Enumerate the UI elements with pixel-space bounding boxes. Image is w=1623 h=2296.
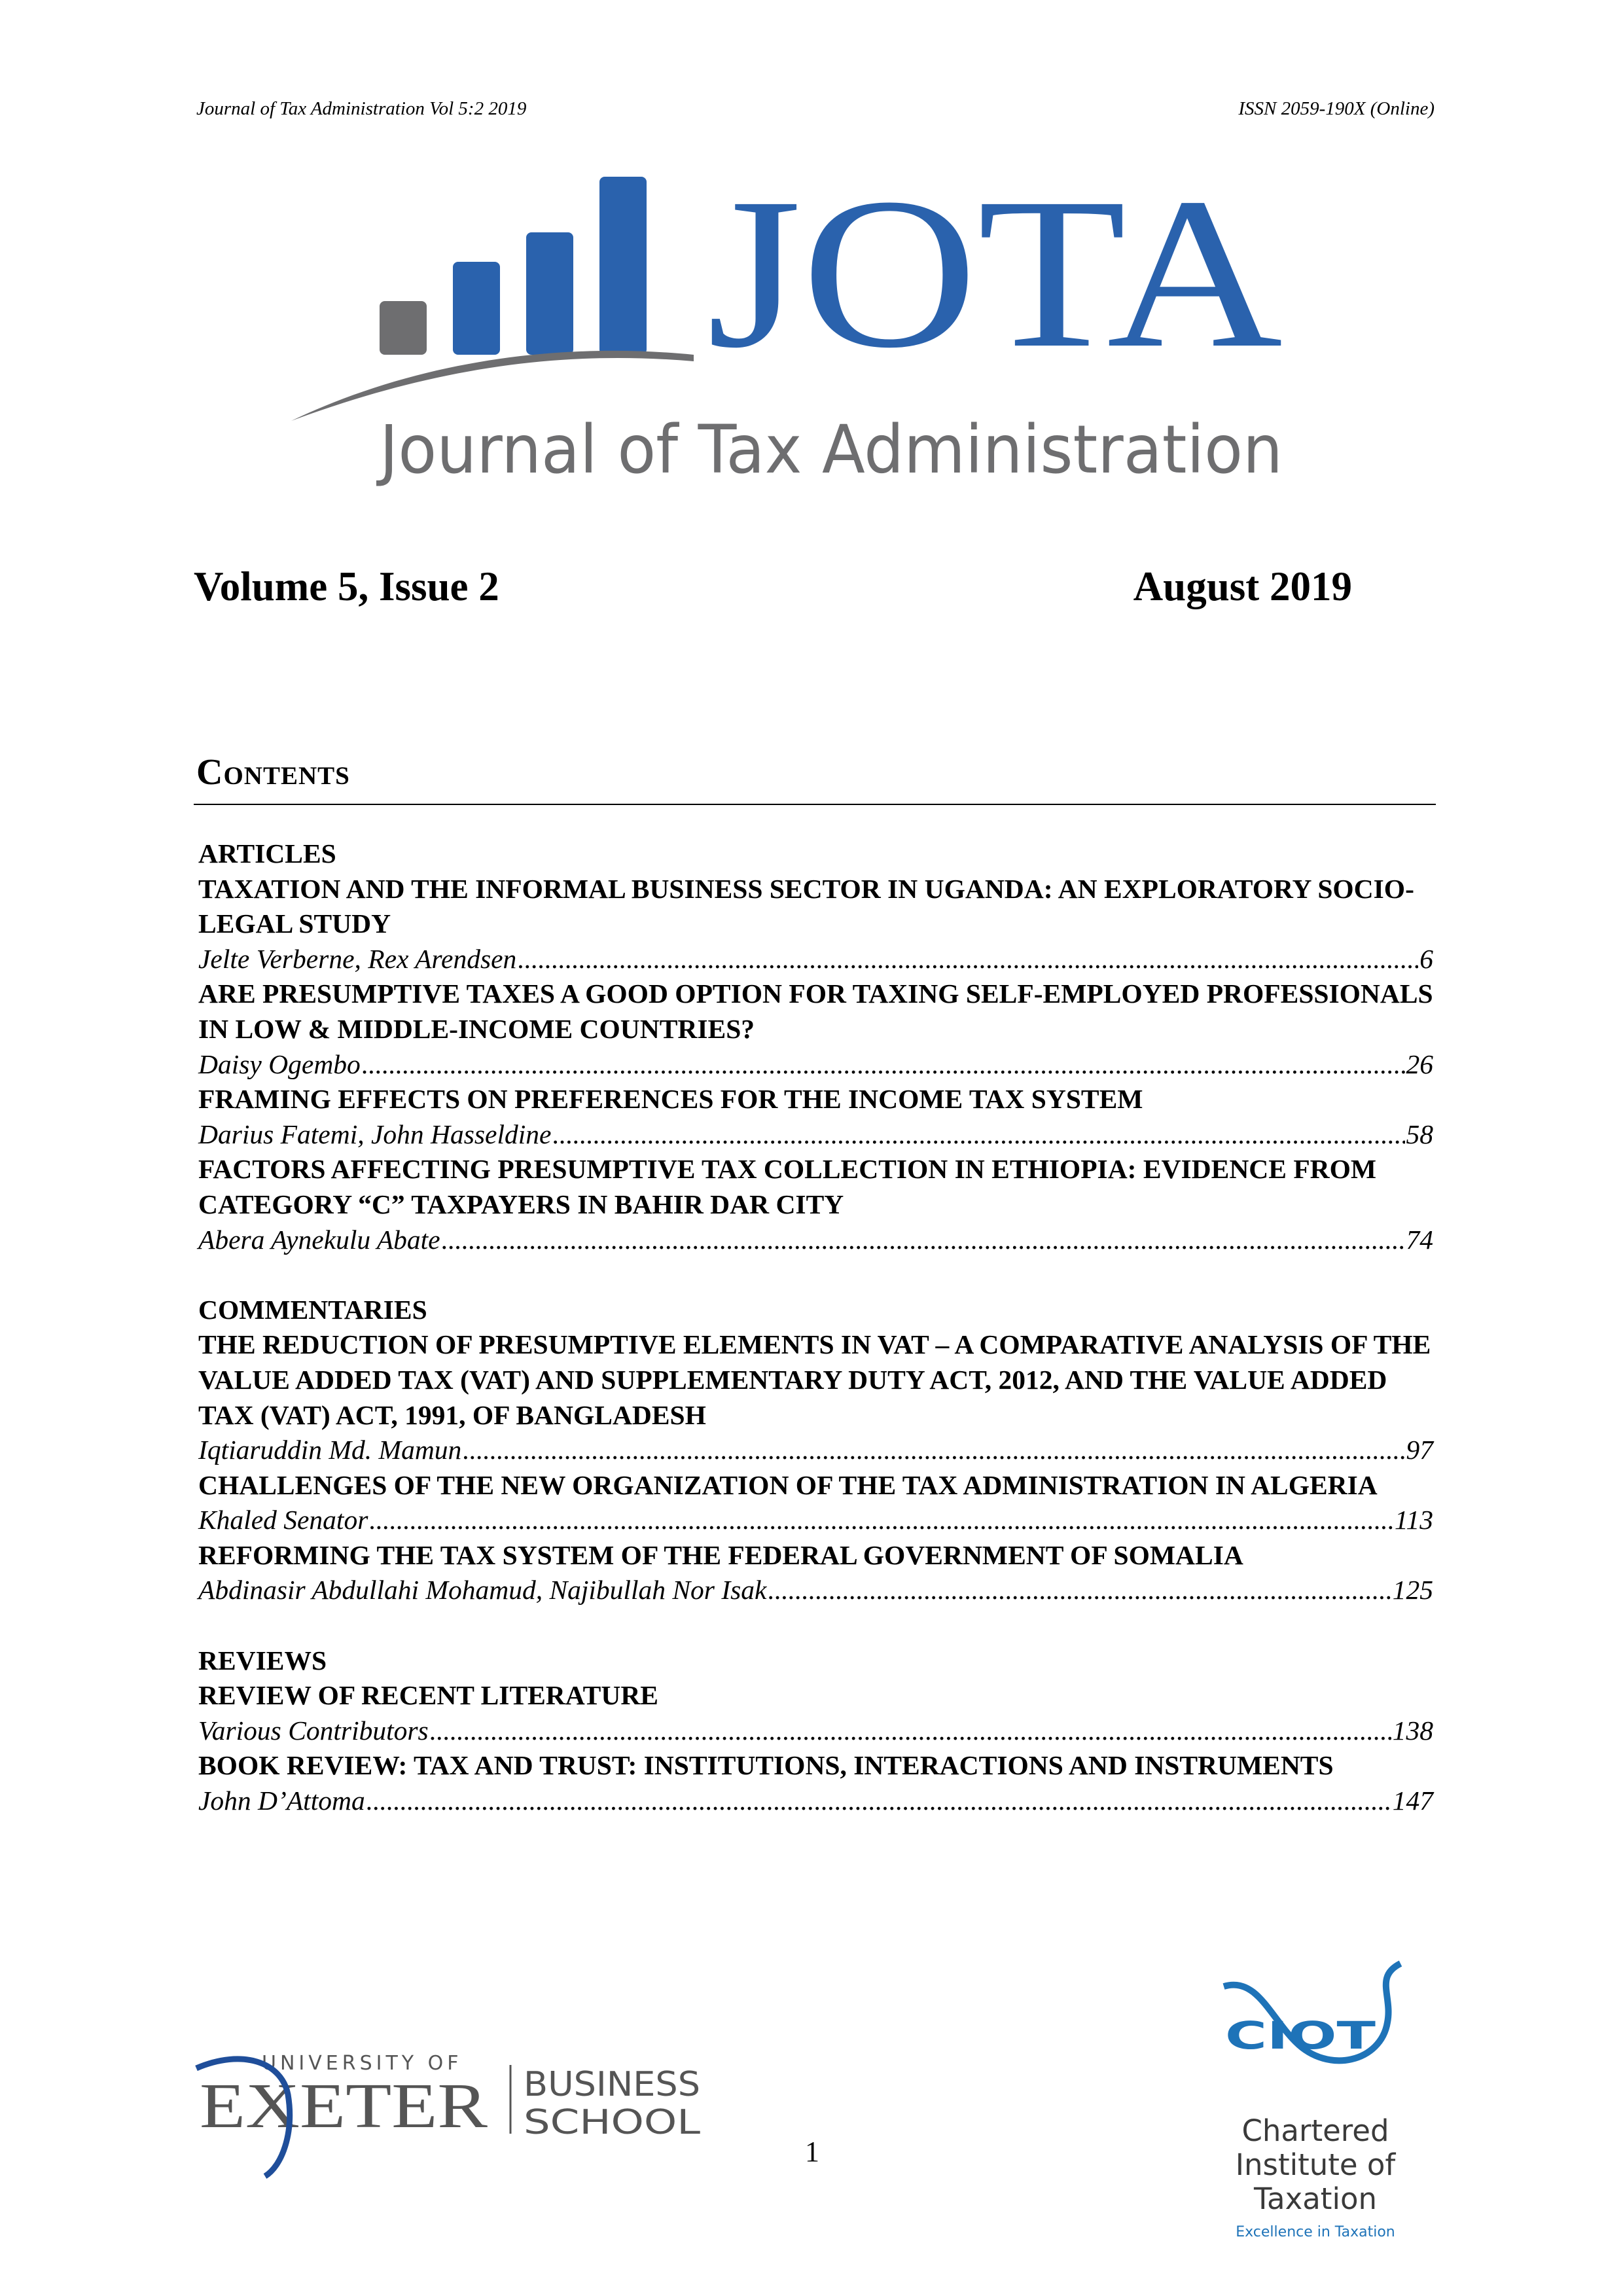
toc-entry-author-line: [198, 1117, 1433, 1153]
leader-dots: [552, 1117, 1404, 1153]
toc-entry-title[interactable]: CHALLENGES OF THE NEW ORGANIZATION OF THE TAX ADMINISTRATION IN ALGERIA: [198, 1469, 1378, 1500]
toc-entry-page[interactable]: 6: [1419, 943, 1433, 974]
logo-bar-1: [380, 301, 427, 355]
volume-issue: Volume 5, Issue 2: [194, 564, 499, 609]
exeter-business: BUSINESS: [524, 2065, 700, 2104]
leader-dots: [463, 1433, 1404, 1468]
toc-entry-page[interactable]: 58: [1406, 1119, 1433, 1149]
volume-issue-row: [194, 563, 1352, 622]
toc-entry-authors: Various Contributors: [198, 1715, 429, 1746]
leader-dots: [430, 1713, 1391, 1749]
toc-entry-author-line: [198, 1784, 1433, 1819]
logo-acronym: JOTA: [707, 170, 1283, 393]
logo-bar-3: [526, 232, 573, 355]
toc-entry-authors: Darius Fatemi, John Hasseldine: [198, 1119, 552, 1149]
contents-divider: [194, 804, 1436, 805]
logo-bar-2: [453, 262, 500, 355]
toc-entry-page[interactable]: 26: [1406, 1049, 1433, 1079]
logo-swoosh: [291, 351, 694, 421]
toc-entry-title[interactable]: BOOK REVIEW: TAX AND TRUST: INSTITUTIONS, INTERACTIONS AND INSTRUMENTS: [198, 1750, 1334, 1781]
ciot-name: [1204, 2114, 1427, 2216]
leader-dots: [442, 1223, 1405, 1258]
section-commentaries: COMMENTARIES: [198, 1294, 427, 1325]
toc-entry-title[interactable]: ARE PRESUMPTIVE TAXES A GOOD OPTION FOR TAXING SELF-EMPLOYED PROFESSIONALS IN LOW & MIDDLE-INCOME COUNTRIES?: [198, 978, 1433, 1044]
toc-entry-title[interactable]: FRAMING EFFECTS ON PREFERENCES FOR THE INCOME TAX SYSTEM: [198, 1084, 1143, 1115]
leader-dots: [366, 1784, 1391, 1819]
ciot-name-line-3: Taxation: [1253, 2181, 1378, 2216]
toc-entry-title[interactable]: THE REDUCTION OF PRESUMPTIVE ELEMENTS IN VAT – A COMPARATIVE ANALYSIS OF THE VALUE ADDED TAX (VAT) AND SUPPLEMENTARY DUTY ACT, 2012, AND THE VALUE ADDED TAX (VAT) ACT, 1991, OF BANGLADESH: [198, 1329, 1431, 1430]
toc-entry-author-line: [198, 1047, 1433, 1083]
toc-entry-title[interactable]: FACTORS AFFECTING PRESUMPTIVE TAX COLLECTION IN ETHIOPIA: EVIDENCE FROM CATEGORY “C” TAXPAYERS IN BAHIR DAR CITY: [198, 1154, 1377, 1219]
toc-entry-page[interactable]: 97: [1406, 1435, 1433, 1465]
toc-entry-authors: Khaled Senator: [198, 1505, 368, 1535]
section-articles: ARTICLES: [198, 838, 336, 869]
toc-entry-authors: John D’Attoma: [198, 1785, 365, 1816]
exeter-business-school-logo: [190, 2042, 713, 2186]
section-gap: [198, 1608, 1433, 1643]
logo-full-name: Journal of Tax Administration: [376, 411, 1283, 489]
exeter-name: EXETER: [200, 2071, 488, 2142]
table-of-contents: [198, 836, 1433, 1819]
section-gap: [198, 1257, 1433, 1293]
issue-date: August 2019: [1133, 564, 1352, 609]
toc-entry-author-line: [198, 1573, 1433, 1608]
toc-entry-title[interactable]: TAXATION AND THE INFORMAL BUSINESS SECTOR IN UGANDA: AN EXPLORATORY SOCIO-LEGAL STUDY: [198, 873, 1414, 939]
exeter-university-of: UNIVERSITY OF: [262, 2052, 463, 2075]
ciot-name-line-1: Chartered: [1241, 2113, 1389, 2148]
toc-entry-page[interactable]: 147: [1392, 1785, 1433, 1816]
toc-entry-page[interactable]: 125: [1392, 1575, 1433, 1605]
toc-entry-authors: Jelte Verberne, Rex Arendsen: [198, 943, 517, 974]
contents-heading: Contents: [196, 752, 350, 793]
jota-logo: [288, 170, 1296, 511]
toc-entry-author-line: [198, 1713, 1433, 1749]
ciot-mark: CIOT: [1225, 2013, 1376, 2058]
toc-entry-authors: Daisy Ogembo: [198, 1049, 361, 1079]
page-number: 1: [805, 2136, 819, 2168]
toc-entry-page[interactable]: 74: [1406, 1224, 1433, 1255]
leader-dots: [768, 1573, 1391, 1608]
toc-entry-page[interactable]: 138: [1392, 1715, 1433, 1746]
section-reviews: REVIEWS: [198, 1645, 327, 1676]
leader-dots: [518, 942, 1418, 977]
toc-entry-authors: Abdinasir Abdullahi Mohamud, Najibullah Nor Isak: [198, 1575, 767, 1605]
toc-entry-authors: Abera Aynekulu Abate: [198, 1224, 440, 1255]
toc-entry-title[interactable]: REVIEW OF RECENT LITERATURE: [198, 1680, 658, 1711]
leader-dots: [362, 1047, 1405, 1083]
running-header-issn: ISSN 2059-190X (Online): [1238, 98, 1435, 119]
exeter-school: SCHOOL: [524, 2103, 701, 2142]
ciot-name-line-2: Institute of: [1235, 2147, 1396, 2182]
toc-entry-author-line: [198, 1503, 1433, 1538]
toc-entry-authors: Iqtiaruddin Md. Mamun: [198, 1435, 462, 1465]
toc-entry-author-line: [198, 1433, 1433, 1468]
ciot-tagline: Excellence in Taxation: [1236, 2224, 1395, 2240]
running-header-journal: Journal of Tax Administration Vol 5:2 2019: [196, 98, 527, 119]
logo-bar-4: [599, 177, 647, 355]
leader-dots: [369, 1503, 1393, 1538]
toc-entry-author-line: [198, 942, 1433, 977]
toc-entry-title[interactable]: REFORMING THE TAX SYSTEM OF THE FEDERAL GOVERNMENT OF SOMALIA: [198, 1539, 1243, 1570]
toc-entry-page[interactable]: 113: [1394, 1505, 1433, 1535]
toc-entry-author-line: [198, 1223, 1433, 1258]
